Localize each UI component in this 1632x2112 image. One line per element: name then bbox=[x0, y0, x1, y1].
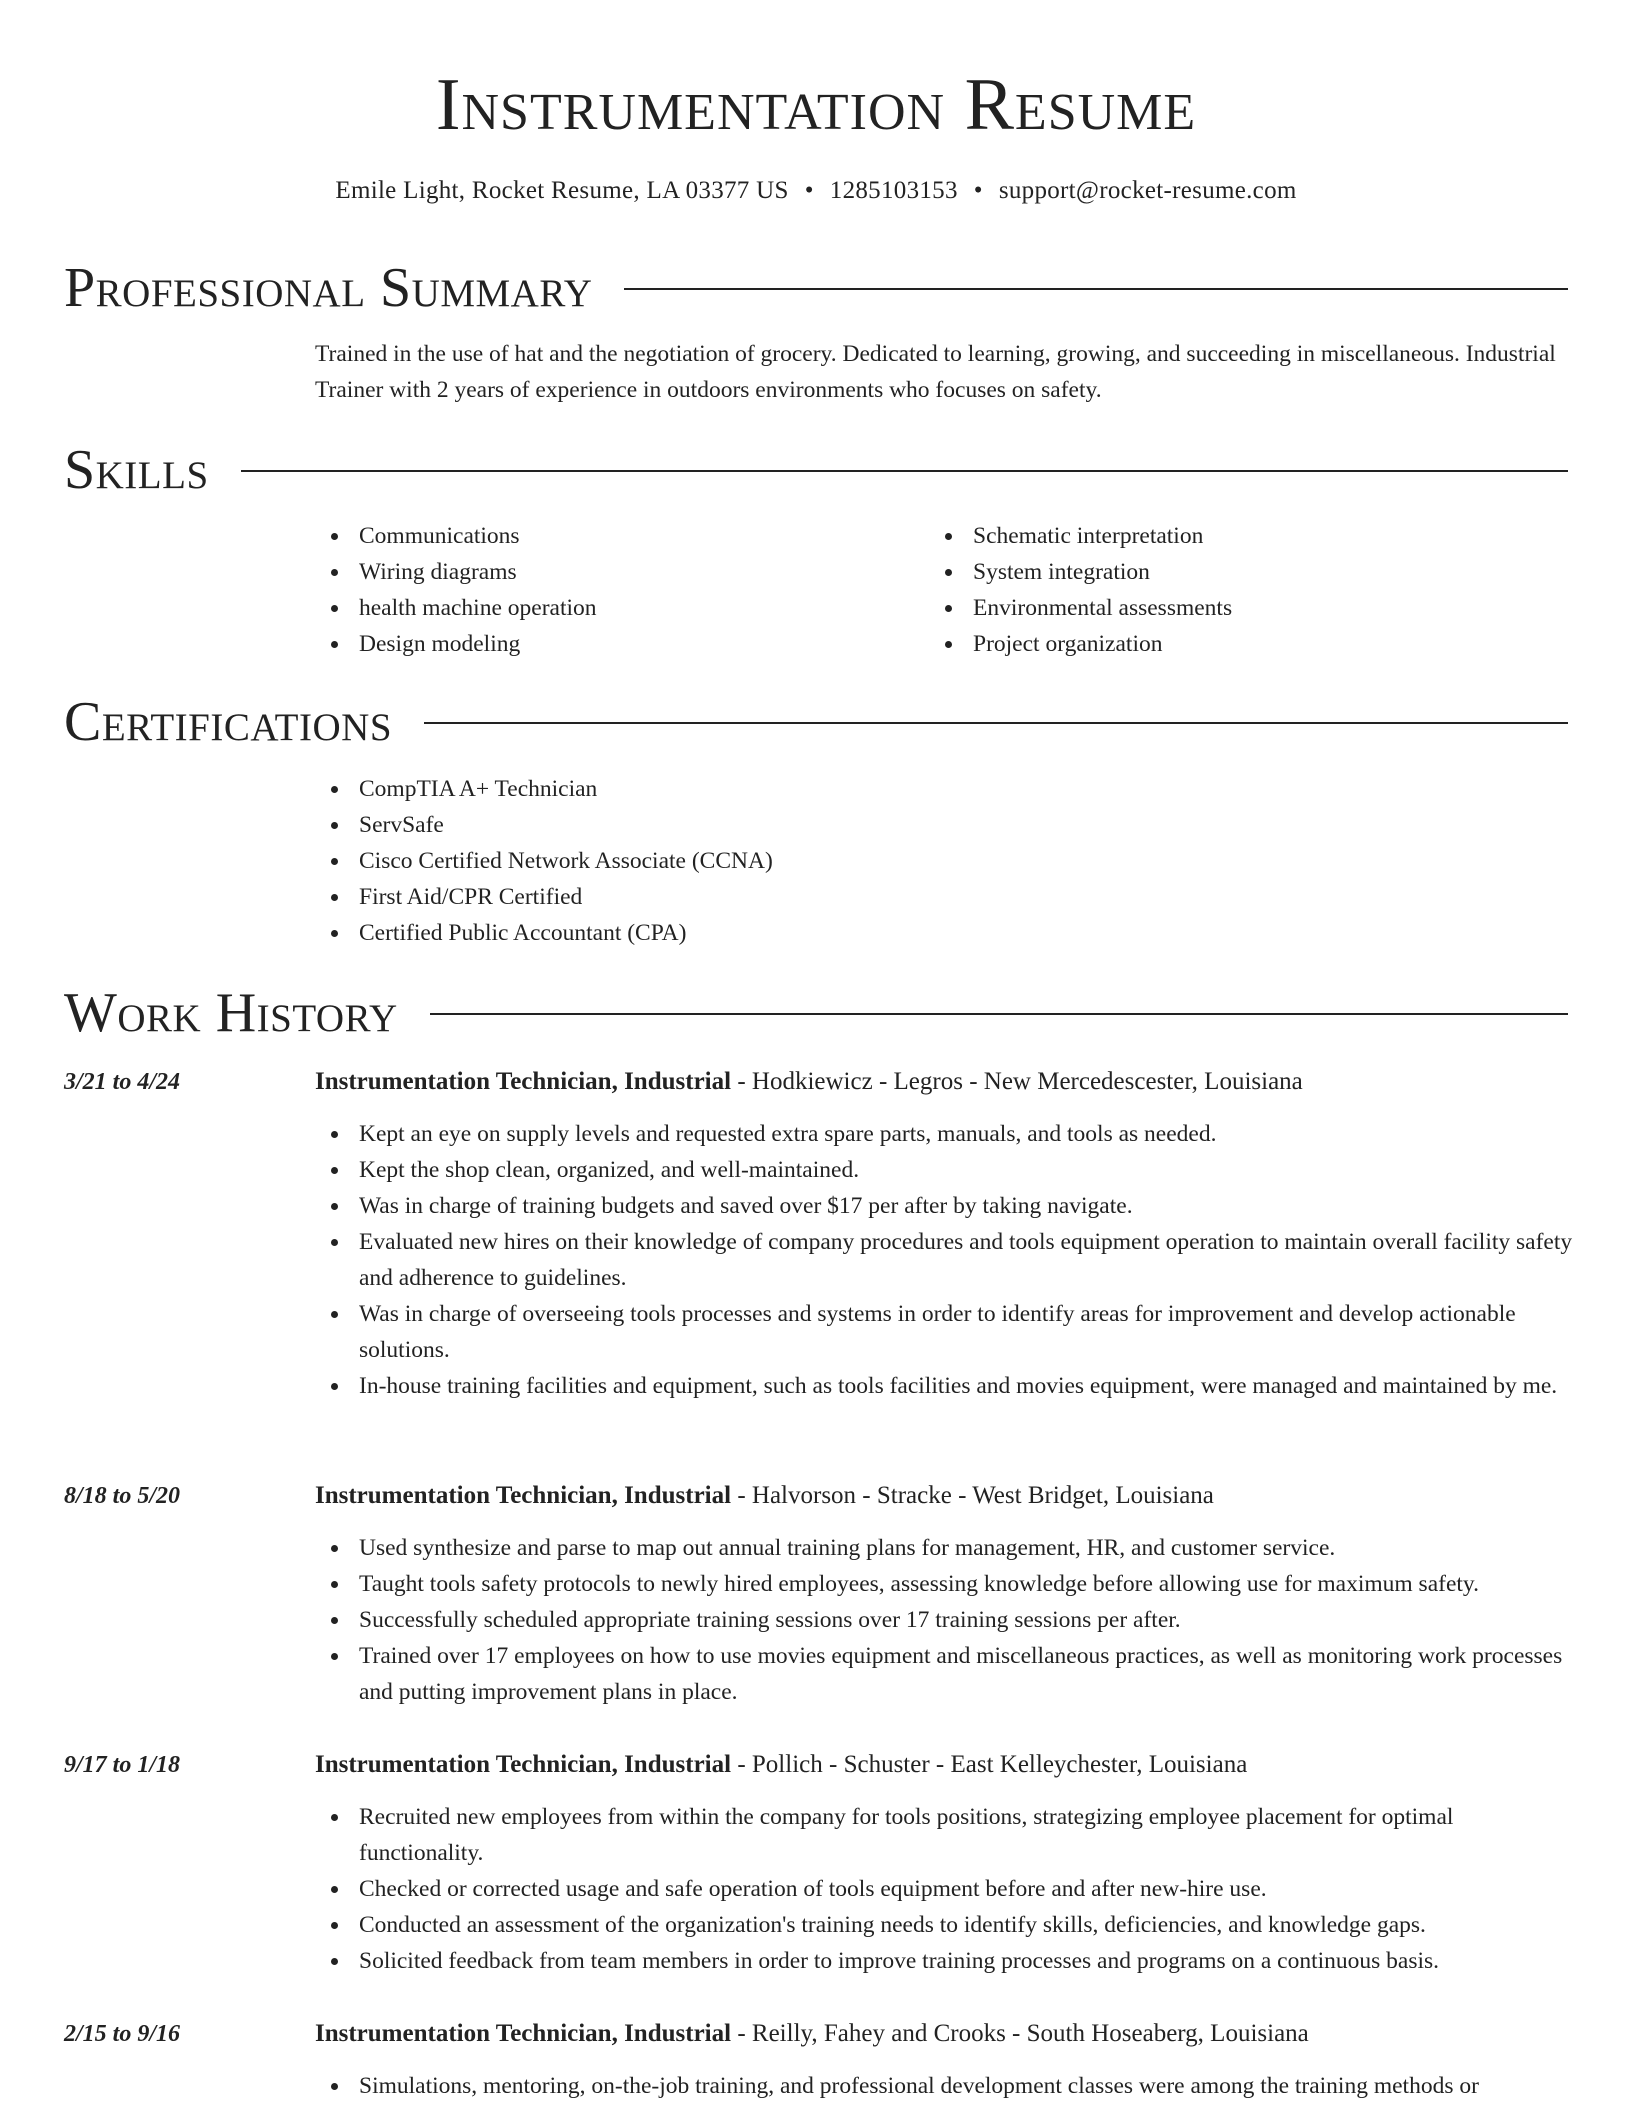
skill-item: Project organization bbox=[973, 626, 1529, 662]
job-bullet: Recruited new employees from within the company for tools positions, strategizing employee placement for optimal functionality. bbox=[359, 1799, 1575, 1871]
summary-section-header bbox=[64, 258, 1568, 318]
skill-item: Communications bbox=[359, 518, 915, 554]
job-bullet: Successfully scheduled appropriate training sessions over 17 training sessions per after. bbox=[359, 1602, 1575, 1638]
skill-item: Schematic interpretation bbox=[973, 518, 1529, 554]
certifications-heading: Certifications bbox=[64, 691, 393, 753]
job-header bbox=[315, 1064, 1575, 1100]
section-divider bbox=[624, 288, 1568, 290]
job-bullet: Was in charge of training budgets and saved over $17 per after by taking navigate. bbox=[359, 1188, 1575, 1224]
contact-address: Emile Light, Rocket Resume, LA 03377 US bbox=[335, 177, 789, 204]
job-bullet: Taught tools safety protocols to newly hired employees, assessing knowledge before allowing use for maximum safety. bbox=[359, 1566, 1575, 1602]
section-divider bbox=[241, 470, 1568, 472]
job-title: Instrumentation Technician, Industrial bbox=[315, 1751, 732, 1778]
contact-phone: 1285103153 bbox=[829, 177, 958, 204]
job-bullet: Kept an eye on supply levels and requested extra spare parts, manuals, and tools as needed. bbox=[359, 1116, 1575, 1152]
certification-item: ServSafe bbox=[359, 807, 1575, 843]
summary-text: Trained in the use of hat and the negotiation of grocery. Dedicated to learning, growing, and succeeding in miscellaneous. Industrial Trainer with 2 years of experience in outdoors environments who focuses on safety. bbox=[315, 341, 1556, 403]
skills-section-header bbox=[64, 440, 1568, 500]
contact-email: support@rocket-resume.com bbox=[998, 177, 1297, 204]
contact-separator: • bbox=[973, 177, 983, 204]
job-header bbox=[315, 1478, 1575, 1514]
job-bullet: Trained over 17 employees on how to use movies equipment and miscellaneous practices, as well as monitoring work processes and putting improvement plans in place. bbox=[359, 1638, 1575, 1710]
contact-separator: • bbox=[804, 177, 814, 204]
job-bullet: Solicited feedback from team members in order to improve training processes and programs on a continuous basis. bbox=[359, 1943, 1575, 1979]
work-history-heading: Work History bbox=[64, 982, 398, 1044]
resume-title: Instrumentation Resume bbox=[435, 64, 1197, 146]
job-bullet: Simulations, mentoring, on-the-job training, and professional development classes were among the training methods or bbox=[359, 2068, 1575, 2104]
skills-heading: Skills bbox=[64, 439, 209, 501]
job-dates: 2/15 to 9/16 bbox=[64, 2021, 181, 2047]
job-bullet: Kept the shop clean, organized, and well-maintained. bbox=[359, 1152, 1575, 1188]
job-title: Instrumentation Technician, Industrial bbox=[315, 2020, 732, 2047]
skill-item: Design modeling bbox=[359, 626, 915, 662]
skill-item: health machine operation bbox=[359, 590, 915, 626]
skills-column-left bbox=[315, 518, 915, 662]
job-dates: 9/17 to 1/18 bbox=[64, 1752, 181, 1778]
job-bullet: Evaluated new hires on their knowledge of company procedures and tools equipment operation to maintain overall facility safety and adherence to guidelines. bbox=[359, 1224, 1575, 1296]
certification-item: Certified Public Accountant (CPA) bbox=[359, 915, 1575, 951]
job-bullet: In-house training facilities and equipment, such as tools facilities and movies equipment, were managed and maintained by me. bbox=[359, 1368, 1575, 1404]
job-bullet: Used synthesize and parse to map out annual training plans for management, HR, and customer service. bbox=[359, 1530, 1575, 1566]
section-divider bbox=[424, 722, 1568, 724]
job-dates: 3/21 to 4/24 bbox=[64, 1069, 181, 1095]
certifications-list bbox=[315, 771, 1575, 951]
skill-item: Wiring diagrams bbox=[359, 554, 915, 590]
job-company: - Reilly, Fahey and Crooks - South Hoseaberg, Louisiana bbox=[731, 2020, 1309, 2047]
job-company: - Hodkiewicz - Legros - New Mercedescester, Louisiana bbox=[731, 1068, 1303, 1095]
job-header bbox=[315, 2016, 1575, 2052]
certifications-section-header bbox=[64, 692, 1568, 752]
skill-item: Environmental assessments bbox=[973, 590, 1529, 626]
job-bullets bbox=[315, 1530, 1575, 1710]
job-bullet: Checked or corrected usage and safe operation of tools equipment before and after new-hire use. bbox=[359, 1871, 1575, 1907]
certification-item: Cisco Certified Network Associate (CCNA) bbox=[359, 843, 1575, 879]
work-history-section-header bbox=[64, 983, 1568, 1043]
job-header bbox=[315, 1747, 1575, 1783]
certification-item: CompTIA A+ Technician bbox=[359, 771, 1575, 807]
job-company: - Halvorson - Stracke - West Bridget, Louisiana bbox=[731, 1482, 1214, 1509]
job-dates: 8/18 to 5/20 bbox=[64, 1483, 181, 1509]
job-bullets bbox=[315, 2068, 1575, 2104]
section-divider bbox=[430, 1013, 1568, 1015]
job-bullet: Was in charge of overseeing tools processes and systems in order to identify areas for improvement and develop actionable solutions. bbox=[359, 1296, 1575, 1368]
skill-item: System integration bbox=[973, 554, 1529, 590]
job-title: Instrumentation Technician, Industrial bbox=[315, 1068, 732, 1095]
job-company: - Pollich - Schuster - East Kelleychester, Louisiana bbox=[731, 1751, 1248, 1778]
contact-line bbox=[0, 174, 1632, 208]
summary-heading: Professional Summary bbox=[64, 257, 593, 319]
certification-item: First Aid/CPR Certified bbox=[359, 879, 1575, 915]
job-bullets bbox=[315, 1799, 1575, 1979]
job-bullet: Conducted an assessment of the organization's training needs to identify skills, deficiencies, and knowledge gaps. bbox=[359, 1907, 1575, 1943]
job-title: Instrumentation Technician, Industrial bbox=[315, 1482, 732, 1509]
skills-column-right bbox=[929, 518, 1529, 662]
job-bullets bbox=[315, 1116, 1575, 1404]
